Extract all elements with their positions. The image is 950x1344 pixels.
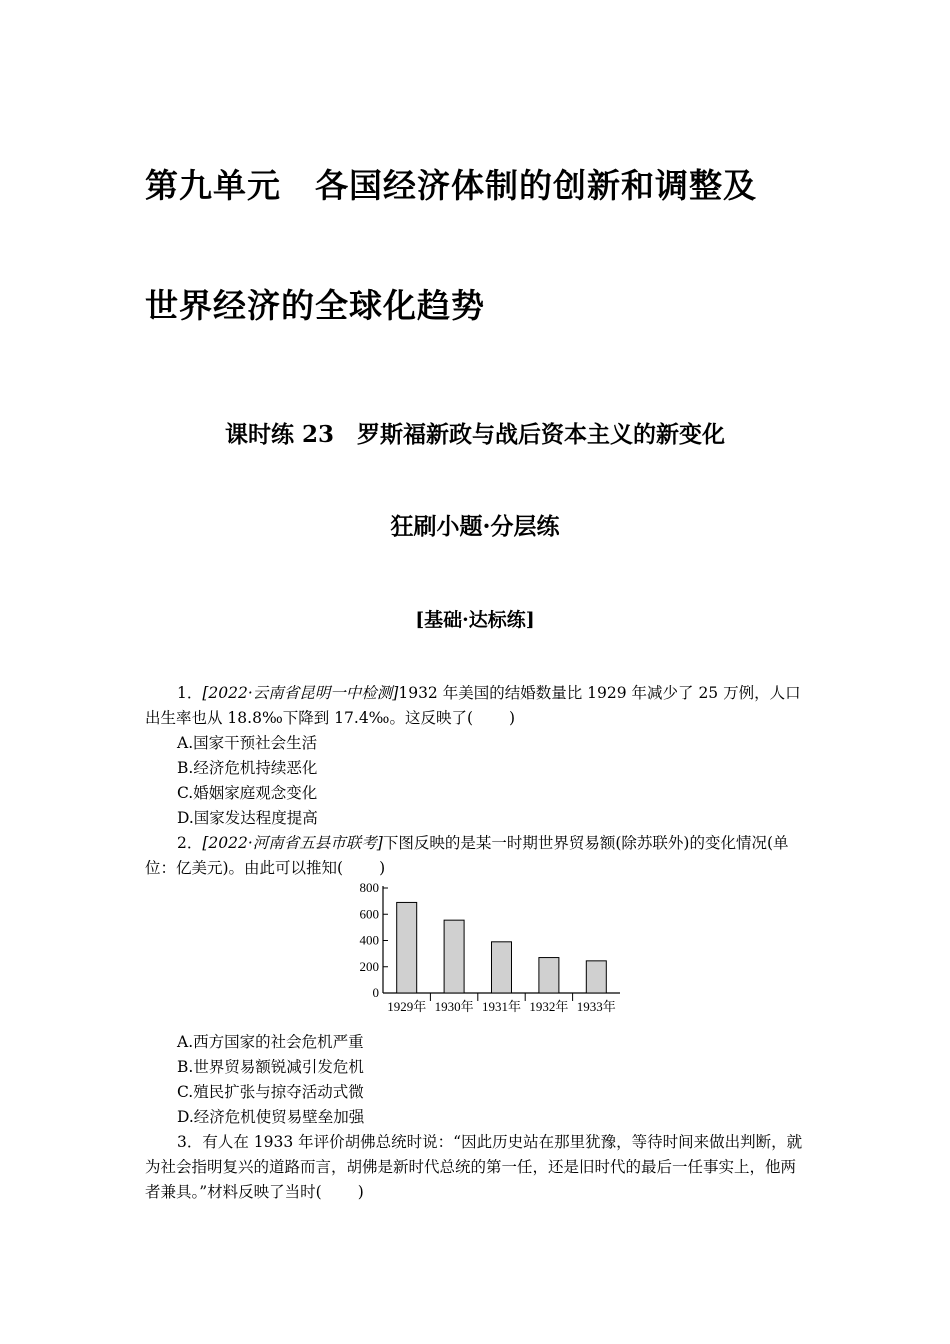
y-tick-label: 400 [359, 932, 379, 948]
unit-title-line1: 第九单元 各国经济体制的创新和调整及 [145, 166, 757, 205]
y-tick-label: 800 [359, 880, 379, 895]
question-source: [2022·云南省昆明一中检测] [202, 684, 399, 702]
bar [492, 942, 512, 993]
question-1 [145, 681, 807, 731]
option-a: A.西方国家的社会危机严重 [177, 1033, 364, 1051]
bar [397, 902, 417, 993]
question-2 [145, 831, 807, 881]
question-stem: 下图反映的是某一时期世界贸易额(除苏联外)的变化情况(单位：亿美元)。由此可以推知( [145, 834, 789, 877]
y-tick-label: 600 [359, 906, 379, 922]
question-number: 1． [177, 684, 203, 702]
x-tick-label: 1932年 [529, 999, 569, 1014]
option-d: D.经济危机使贸易壁垒加强 [177, 1108, 365, 1126]
section-title: 狂刷小题·分层练 [390, 513, 560, 540]
y-tick-label: 0 [372, 985, 379, 1000]
question-number: 3． [177, 1133, 203, 1151]
option-b: B.世界贸易额锐减引发危机 [177, 1058, 364, 1076]
lesson-title: 课时练 23 罗斯福新政与战后资本主义的新变化 [224, 421, 725, 448]
question-3 [145, 1130, 807, 1205]
y-tick-label: 200 [359, 958, 379, 974]
x-tick-label: 1933年 [576, 999, 616, 1014]
question-stem-end: ) [379, 859, 386, 877]
option-c: C.婚姻家庭观念变化 [177, 784, 318, 802]
bar [586, 961, 606, 993]
question-stem-end: ) [357, 1183, 364, 1201]
question-stem-end: ) [509, 709, 516, 727]
option-d: D.国家发达程度提高 [177, 809, 318, 827]
question-number: 2． [177, 834, 203, 852]
question-stem: 有人在 1933 年评价胡佛总统时说：“因此历史站在那里犹豫，等待时间来做出判断，就为社会指明复兴的道路而言，胡佛是新时代总统的第一任，还是旧时代的最后一任事实上，他两者兼具。”材料反映了当时( [145, 1133, 803, 1201]
x-tick-label: 1931年 [481, 999, 522, 1014]
x-tick-label: 1930年 [434, 999, 474, 1014]
option-c: C.殖民扩张与掠夺活动式微 [177, 1083, 364, 1101]
unit-title-line2: 世界经济的全球化趋势 [145, 286, 485, 325]
question-stem: 1932 年美国的结婚数量比 1929 年减少了 25 万例，人口出生率也从 18.8‰下降到 17.4‰。这反映了( [145, 684, 801, 727]
x-tick-label: 1929年 [387, 999, 427, 1014]
bar [444, 920, 464, 993]
option-b: B.经济危机持续恶化 [177, 759, 318, 777]
subsection-title: [基础·达标练] [415, 609, 535, 631]
question-source: [2022·河南省五县市联考] [202, 834, 383, 852]
option-a: A.国家干预社会生活 [177, 734, 318, 752]
bar [539, 958, 559, 993]
trade-volume-chart [340, 878, 640, 1023]
chart-bars [397, 902, 607, 993]
